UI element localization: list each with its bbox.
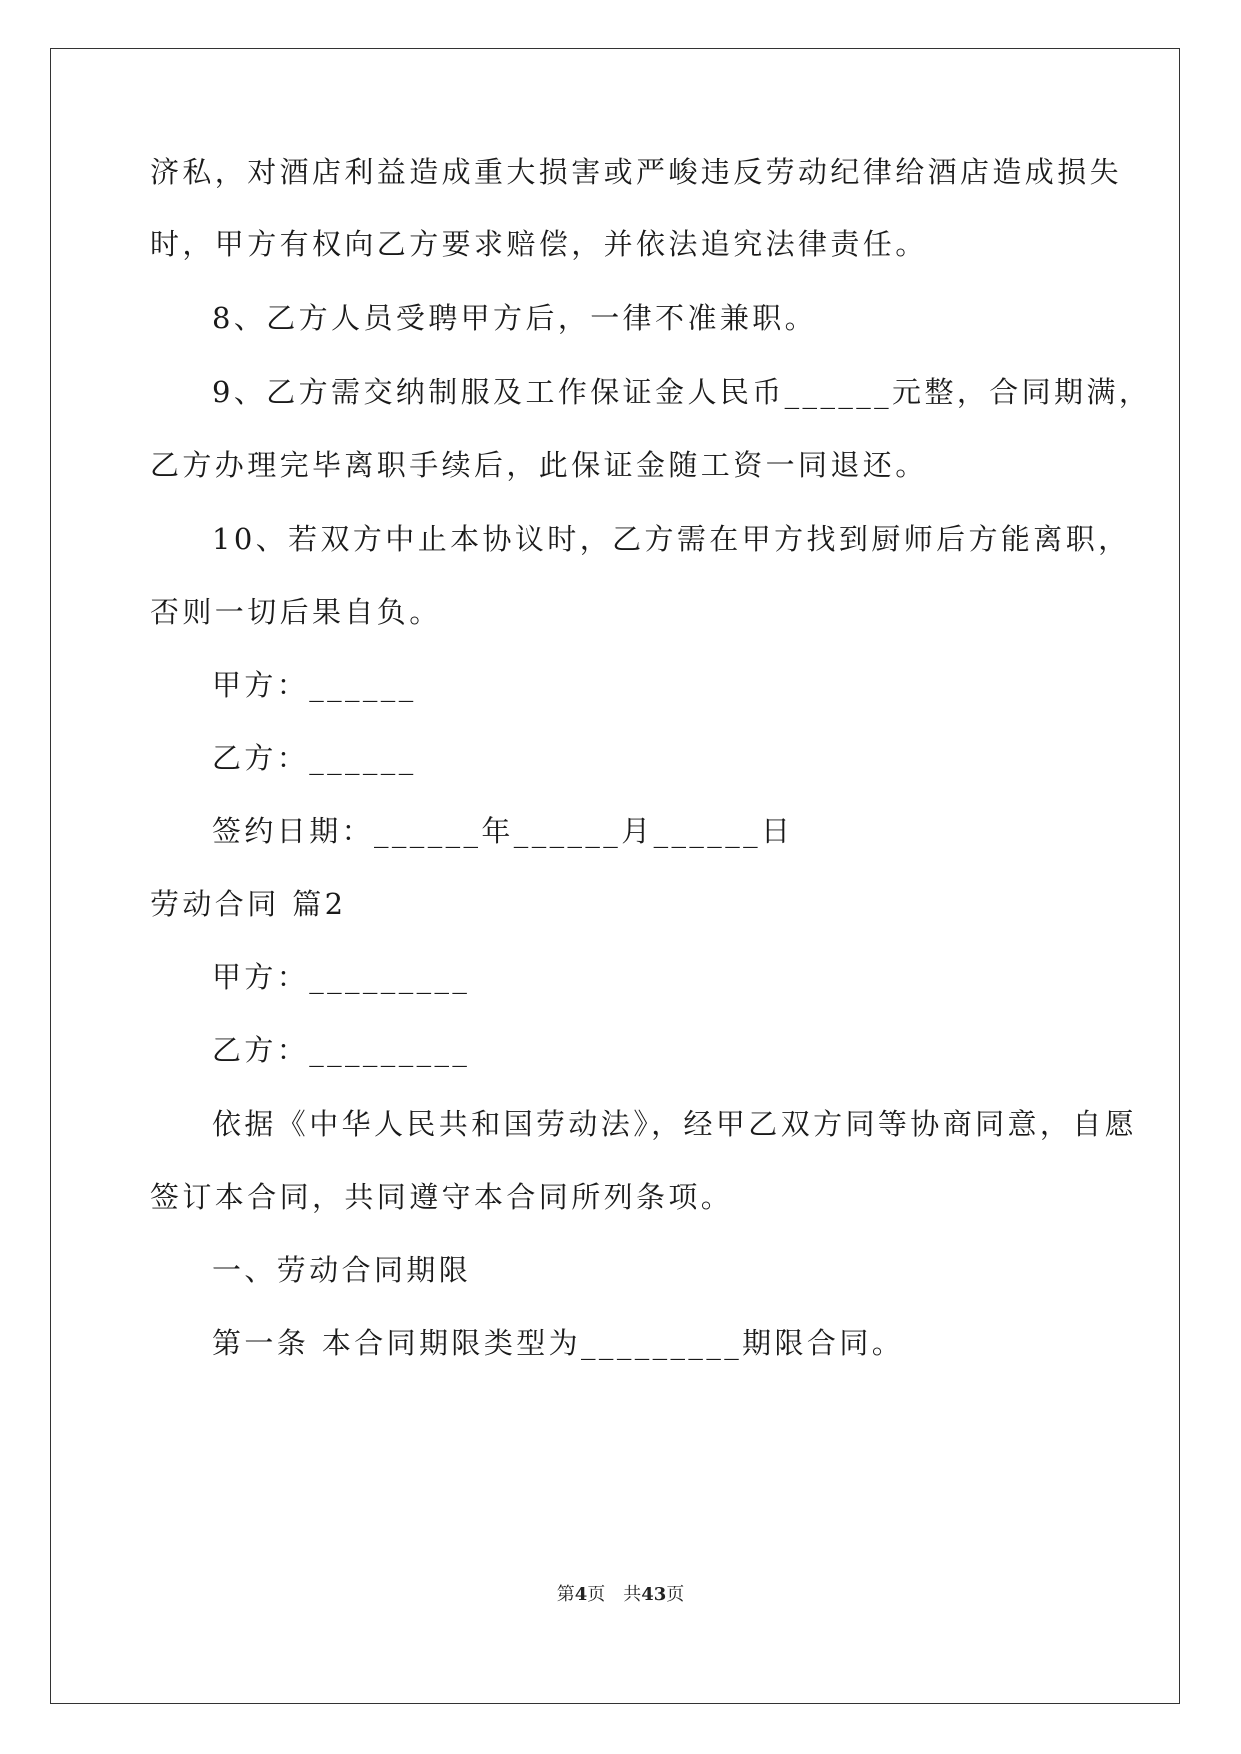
clause-9: 9、乙方需交纳制服及工作保证金人民币______元整，合同期满， bbox=[212, 375, 1152, 409]
clause-10: 10、若双方中止本协议时，乙方需在甲方找到厨师后方能离职， bbox=[212, 522, 1131, 556]
footer-middle: 页 共 bbox=[587, 1584, 642, 1605]
party-b-field: 乙方：_________ bbox=[212, 1033, 471, 1067]
party-b-signature-line: 乙方：______ bbox=[212, 741, 417, 775]
body-line: 济私，对酒店利益造成重大损害或严峻违反劳动纪律给酒店造成损失 bbox=[150, 155, 1123, 189]
chapter-heading: 一、劳动合同期限 bbox=[212, 1253, 472, 1287]
article-1: 第一条 本合同期限类型为_________期限合同。 bbox=[212, 1326, 905, 1360]
body-line: 否则一切后果自负。 bbox=[150, 595, 442, 629]
current-page-number: 4 bbox=[574, 1584, 588, 1605]
body-line: 时，甲方有权向乙方要求赔偿，并依法追究法律责任。 bbox=[150, 227, 928, 261]
page-footer bbox=[0, 1580, 1241, 1606]
preamble-line: 签订本合同，共同遵守本合同所列条项。 bbox=[150, 1180, 734, 1214]
clause-8: 8、乙方人员受聘甲方后，一律不准兼职。 bbox=[212, 301, 818, 335]
section-heading: 劳动合同 篇2 bbox=[150, 887, 347, 921]
total-page-count: 43 bbox=[641, 1584, 667, 1605]
party-a-signature-line: 甲方：______ bbox=[212, 668, 417, 702]
party-a-field: 甲方：_________ bbox=[212, 960, 471, 994]
body-line: 乙方办理完毕离职手续后，此保证金随工资一同退还。 bbox=[150, 448, 928, 482]
page-border bbox=[50, 48, 1180, 1704]
footer-suffix: 页 bbox=[666, 1584, 685, 1605]
footer-prefix: 第 bbox=[556, 1584, 575, 1605]
preamble-line: 依据《中华人民共和国劳动法》，经甲乙双方同等协商同意，自愿 bbox=[212, 1107, 1138, 1141]
signing-date-line: 签约日期：______年______月______日 bbox=[212, 814, 794, 848]
